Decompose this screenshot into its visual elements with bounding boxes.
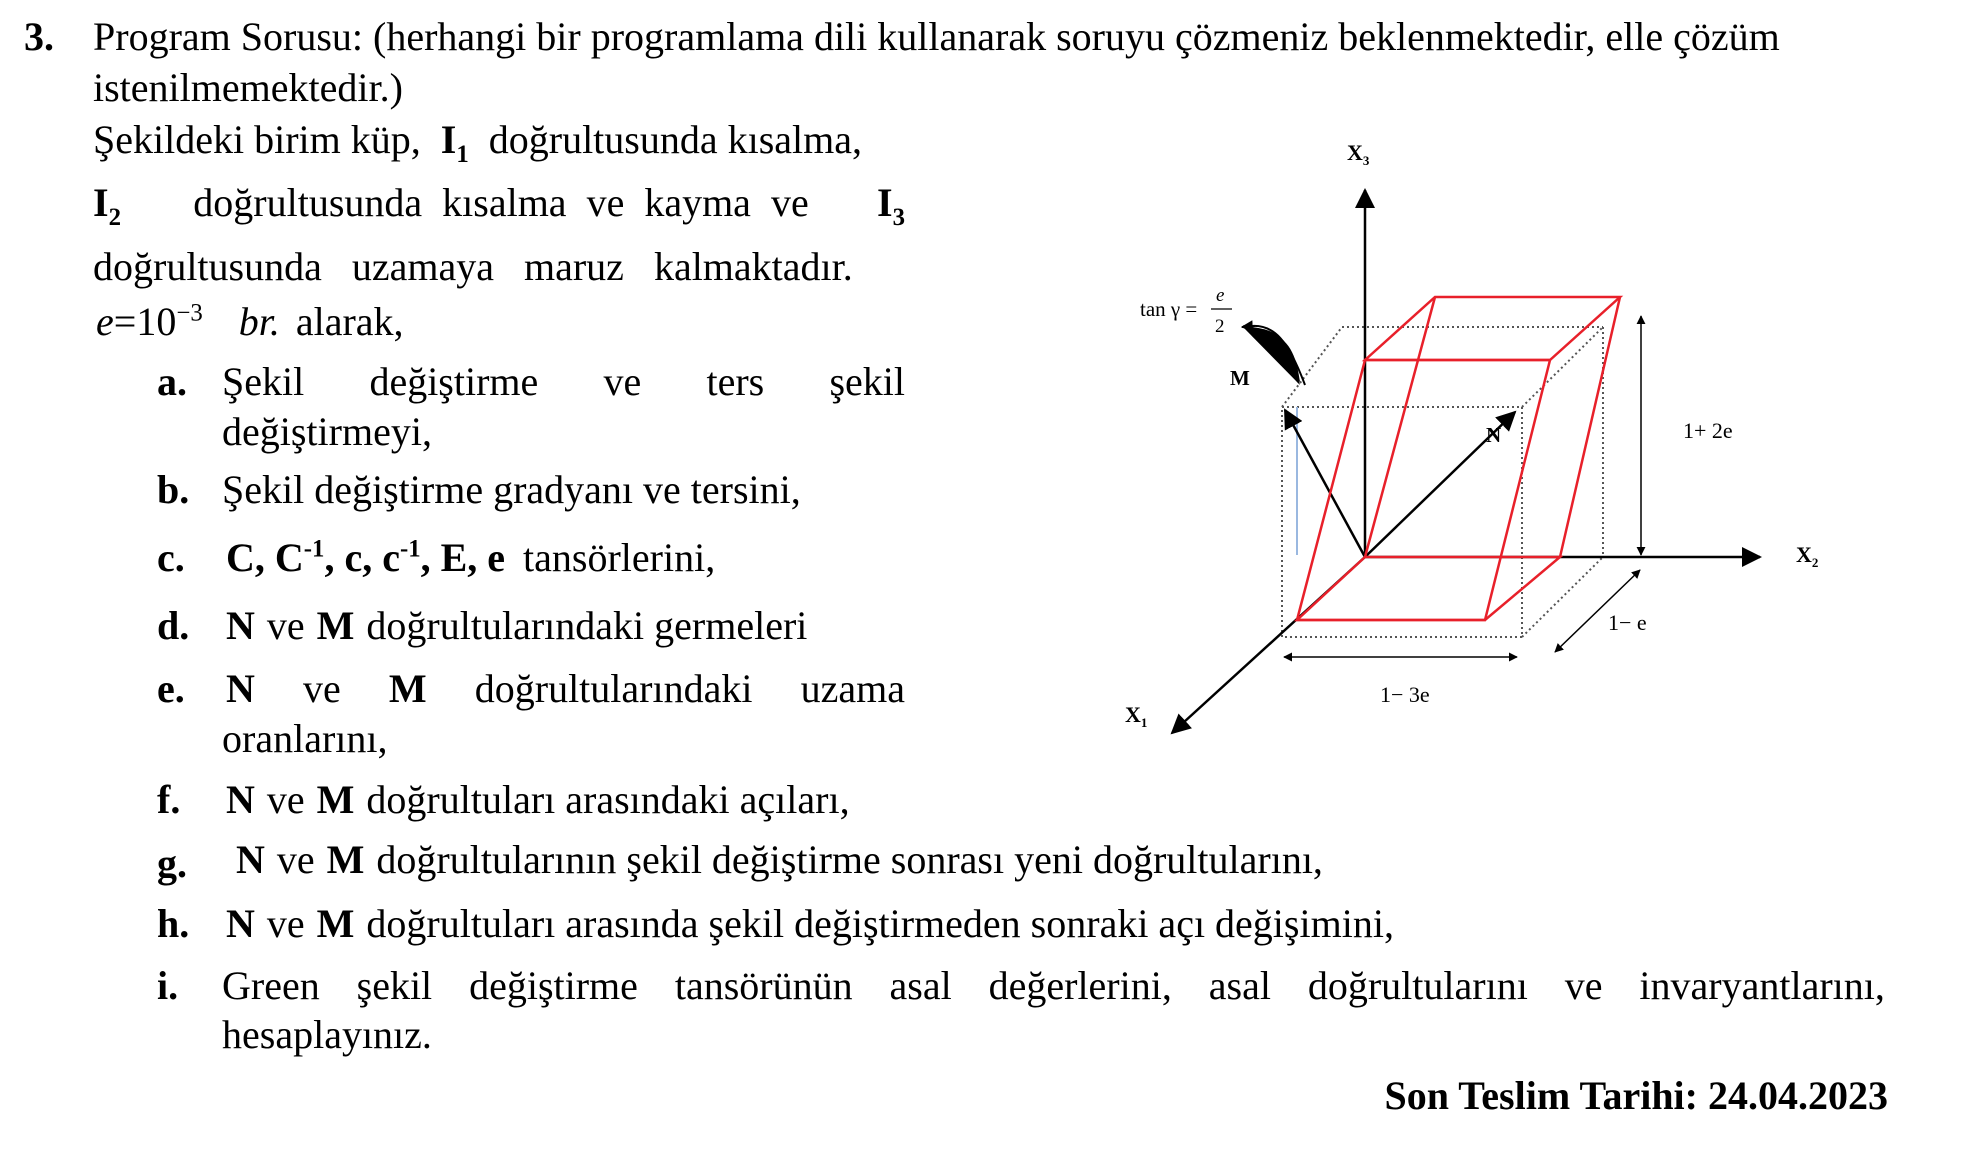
item-c-text: C, $C^{-1}$, c, $c^{-1}$, E, e tansörlerini, bbox=[226, 535, 716, 580]
label-x2: $X_2$ bbox=[1796, 542, 1819, 570]
intro-line1: Şekildeki birim küp, $I_1$ doğrultusunda kısalma, bbox=[93, 117, 863, 168]
label-x1: $X_1$ bbox=[1125, 702, 1148, 730]
item-a-line2: değiştirmeyi, bbox=[222, 409, 432, 454]
label-M: M bbox=[1230, 366, 1250, 390]
cube-edge bbox=[1522, 327, 1603, 407]
item-h-label: h. bbox=[157, 901, 190, 946]
question-title-line2: istenilmemektedir.) bbox=[93, 65, 403, 110]
cube-edge bbox=[1522, 557, 1603, 637]
deformed-top-face bbox=[1365, 297, 1620, 360]
item-i-word: doğrultularını bbox=[1307, 963, 1528, 1008]
intro-line4: $e=10^{-3}$ br. alarak, bbox=[96, 299, 404, 344]
item-i-word: asal bbox=[1208, 963, 1271, 1008]
deformed-shape bbox=[1297, 297, 1620, 620]
deadline: Son Teslim Tarihi: 24.04.2023 bbox=[1384, 1073, 1888, 1118]
item-g-text: N ve M doğrultularının şekil değiştirme sonrası yeni doğrultularını, bbox=[236, 837, 1323, 882]
item-a-label: a. bbox=[157, 359, 187, 404]
item-d-text: N ve M doğrultularındaki germeleri bbox=[226, 603, 808, 648]
label-dim-height: 1+ 2e bbox=[1683, 418, 1733, 443]
item-e-text: N ve M doğrultularındaki uzama bbox=[226, 666, 905, 711]
deformed-front-face bbox=[1297, 360, 1550, 620]
item-h-text: N ve M doğrultuları arasında şekil değiştirmeden sonraki açı değişimini, bbox=[226, 901, 1394, 946]
label-N: N bbox=[1486, 423, 1502, 447]
item-e-line2: oranlarını, bbox=[222, 716, 388, 761]
label-x3: $X_3$ bbox=[1347, 140, 1370, 168]
item-i-label: i. bbox=[157, 963, 179, 1008]
item-i-word: asal bbox=[889, 963, 952, 1008]
item-e-label: e. bbox=[157, 666, 185, 711]
item-i-word: ve bbox=[1564, 963, 1603, 1008]
item-a-text: Şekil değiştirme ve ters şekil bbox=[222, 359, 905, 404]
item-i-word: şekil bbox=[356, 963, 433, 1008]
item-i-word: değiştirme bbox=[469, 963, 638, 1008]
item-d-label: d. bbox=[157, 603, 190, 648]
deformed-edge bbox=[1560, 297, 1620, 557]
intro-line3: doğrultusunda uzamaya maruz kalmaktadır. bbox=[93, 244, 853, 289]
question-number: 3. bbox=[24, 14, 54, 59]
item-f-label: f. bbox=[157, 777, 181, 822]
item-b-text: Şekil değiştirme gradyanı ve tersini, bbox=[222, 467, 801, 512]
label-tan-gamma: tan γ = bbox=[1140, 297, 1198, 321]
label-tan-num: e bbox=[1216, 285, 1225, 306]
item-i-line2: hesaplayınız. bbox=[222, 1012, 432, 1057]
item-i-word: değerlerini, bbox=[988, 963, 1172, 1008]
gamma-arrowhead bbox=[1242, 326, 1255, 327]
label-dim-width: 1− 3e bbox=[1380, 682, 1430, 707]
item-i-word: invaryantlarını, bbox=[1639, 963, 1885, 1008]
item-i-word: tansörünün bbox=[674, 963, 853, 1008]
item-i-word: Green bbox=[222, 963, 320, 1008]
item-b-label: b. bbox=[157, 467, 190, 512]
item-c-label: c. bbox=[157, 535, 185, 580]
deformed-edge bbox=[1365, 297, 1435, 557]
item-f-text: N ve M doğrultuları arasındaki açıları, bbox=[226, 777, 850, 822]
label-tan-den: 2 bbox=[1215, 316, 1225, 337]
intro-line2: $I_2$ doğrultusunda kısalma ve kayma ve $I_3$ bbox=[93, 180, 905, 231]
deformed-bottom-face bbox=[1297, 557, 1560, 620]
item-g-label: g. bbox=[157, 841, 187, 886]
question-title-line1: Program Sorusu: (herhangi bir programlama dili kullanarak soruyu çözmeniz beklenmektedir, elle çözüm bbox=[93, 14, 1780, 59]
label-dim-depth: 1− e bbox=[1608, 610, 1647, 635]
